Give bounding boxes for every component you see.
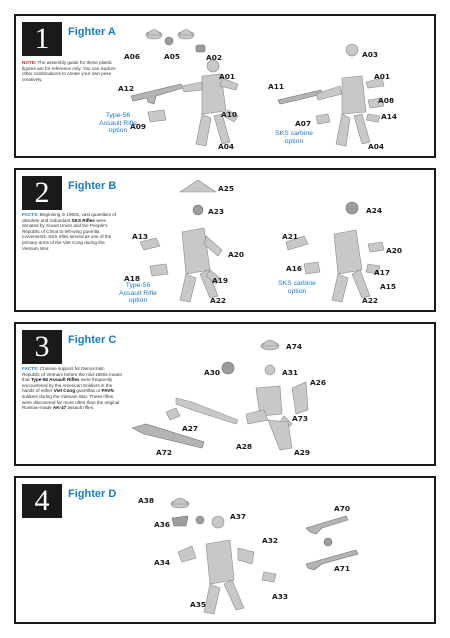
step-3-panel — [14, 322, 436, 466]
part-label: A15 — [380, 282, 397, 291]
part-label: A20 — [386, 246, 403, 255]
part-label: A30 — [204, 368, 221, 377]
part-label: A08 — [378, 96, 395, 105]
part-label: A02 — [206, 53, 223, 62]
part-label: A21 — [282, 232, 299, 241]
step-number: 2 — [22, 176, 62, 210]
part-label: A17 — [374, 268, 391, 277]
part-label: A28 — [236, 442, 253, 451]
facts-text: FACTS: Chinese support for Democratic Republic of Vietnam before the mid-1960s meant that Type-56 Assault Rifles were frequently encountered by the American Soldiers in the hands of either Viet Cong guerrillas or PAVN soldiers during the Vietnam War. These rifles were discovered far more often than the original Russian-made AK-47 assault rifles. — [22, 366, 122, 411]
part-label: A24 — [366, 206, 383, 215]
option-label: Type-56 Assault Rifle option — [119, 282, 157, 305]
step-number: 3 — [22, 330, 62, 364]
part-label: A14 — [381, 112, 398, 121]
part-label: A06 — [124, 52, 141, 61]
part-label: A25 — [218, 184, 235, 193]
option-label: SKS carbine option — [275, 130, 313, 145]
fighter-d-diagram — [16, 478, 434, 622]
part-label: A72 — [156, 448, 173, 457]
step-2-panel — [14, 168, 436, 312]
step-4-panel — [14, 476, 436, 624]
part-label: A38 — [138, 496, 155, 505]
fighter-c-diagram — [16, 324, 434, 464]
part-label: A04 — [218, 142, 235, 151]
part-label: A26 — [310, 378, 327, 387]
part-label: A31 — [282, 368, 299, 377]
fighter-title: Fighter D — [68, 488, 117, 500]
fighter-title: Fighter B — [68, 180, 117, 192]
part-label: A29 — [294, 448, 311, 457]
part-label: A13 — [132, 232, 149, 241]
facts-label: FACTS: — [22, 366, 39, 371]
part-label: A73 — [292, 414, 309, 423]
part-label: A22 — [210, 296, 227, 305]
part-label: A32 — [262, 536, 279, 545]
option-label: Type-56 Assault Rifle option — [99, 112, 137, 135]
part-label: A01 — [374, 72, 391, 81]
part-label: A35 — [190, 600, 207, 609]
part-label: A12 — [118, 84, 135, 93]
step-1-panel — [14, 14, 436, 158]
part-label: A71 — [334, 564, 351, 573]
part-label: A05 — [164, 52, 181, 61]
part-label: A20 — [228, 250, 245, 259]
part-label: A36 — [154, 520, 171, 529]
part-label: A11 — [268, 82, 285, 91]
step-number: 1 — [22, 22, 62, 56]
option-label: SKS carbine option — [278, 280, 316, 295]
part-label: A10 — [221, 110, 238, 119]
fighter-title: Fighter A — [68, 26, 116, 38]
part-label: A18 — [124, 274, 141, 283]
facts-text: FACTS: Beginning in 1960s, vast quantities of obsolete and redundant SKS Rifles were donated by Soviet Union and the People's Republic of China to left-wing guerrilla movements. SKS rifles served as one of the primary arms of the Viet Cong during the Vietnam War. — [22, 212, 116, 251]
part-label: A04 — [368, 142, 385, 151]
part-label: A34 — [154, 558, 171, 567]
part-label: A23 — [208, 207, 225, 216]
part-label: A07 — [295, 119, 312, 128]
part-label: A16 — [286, 264, 303, 273]
part-label: A37 — [230, 512, 247, 521]
fighter-a-diagram — [16, 16, 434, 156]
part-label: A01 — [219, 72, 236, 81]
part-label: A19 — [212, 276, 229, 285]
part-label: A74 — [286, 342, 303, 351]
part-label: A70 — [334, 504, 351, 513]
part-label: A03 — [362, 50, 379, 59]
part-label: A27 — [182, 424, 199, 433]
part-label: A22 — [362, 296, 379, 305]
part-label: A09 — [130, 122, 147, 131]
part-label: A33 — [272, 592, 289, 601]
fighter-title: Fighter C — [68, 334, 117, 346]
step-number: 4 — [22, 484, 62, 518]
note-label: NOTE: — [22, 60, 37, 65]
note-body: The assembly guide for these plastic figures are for reference only. You can explore other combinations to create your own pose creatively. — [22, 60, 116, 82]
facts-label: FACTS: — [22, 212, 39, 217]
